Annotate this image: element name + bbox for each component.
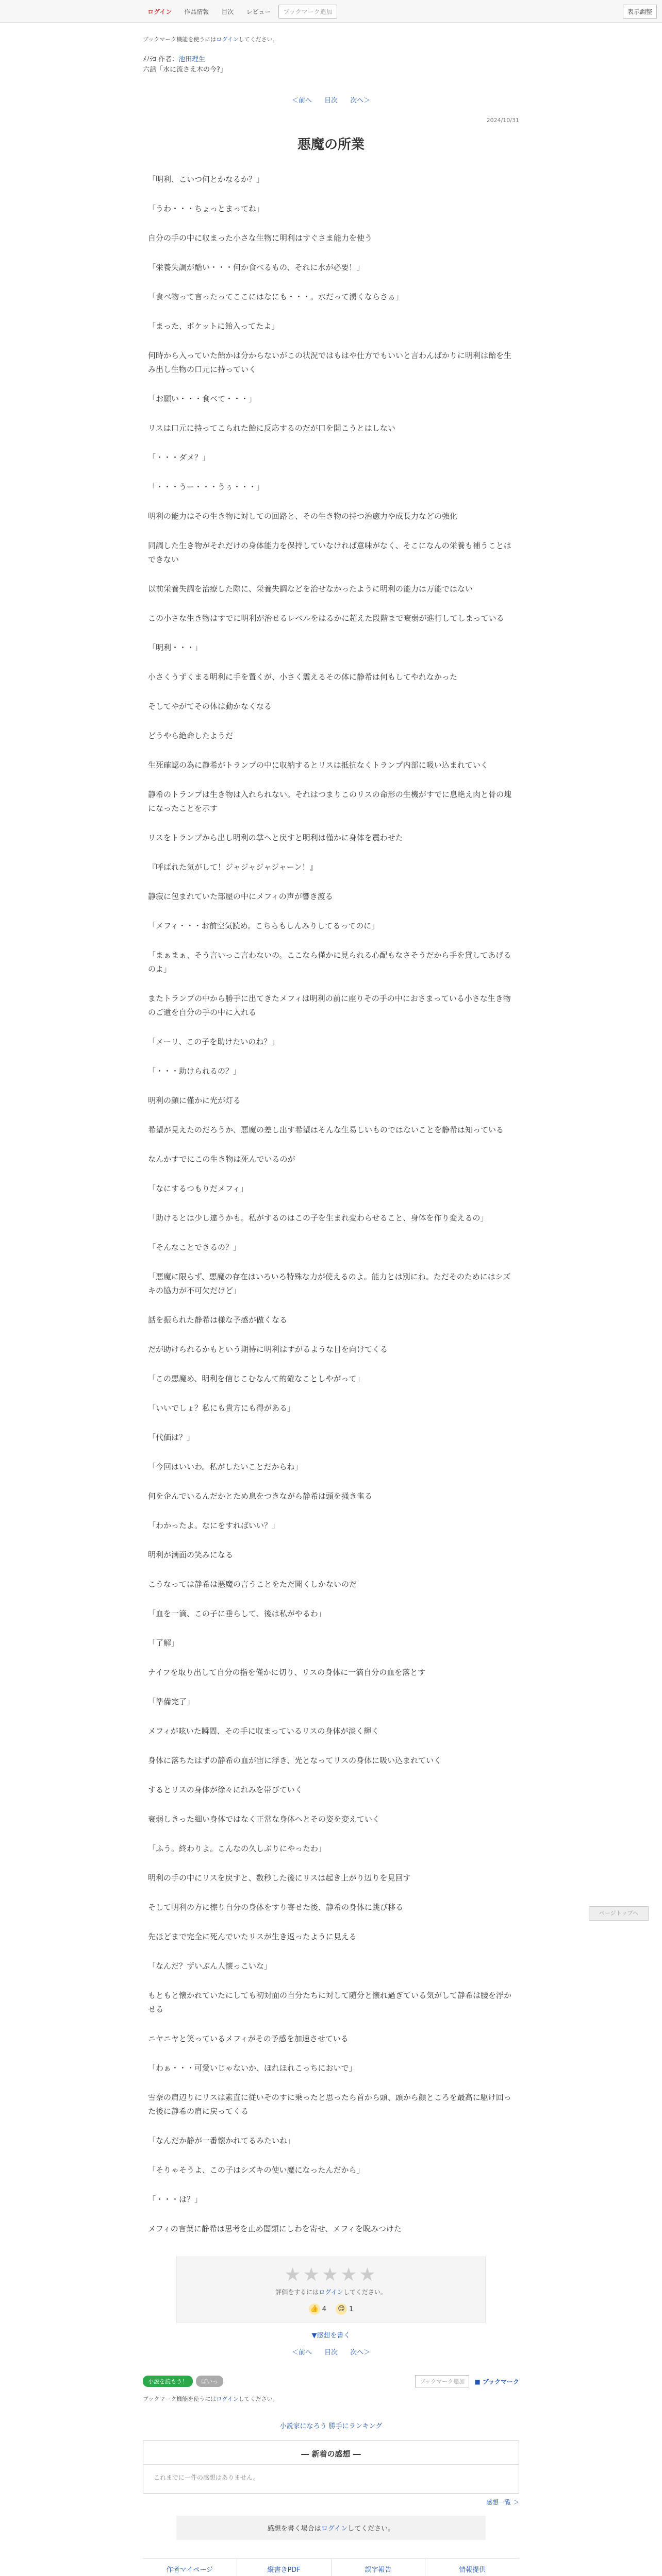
novel-paragraph: 「いいでしょ？私にも貴方にも得がある」 — [148, 1403, 295, 1413]
prev-link[interactable]: ＜前へ — [291, 97, 312, 105]
novel-paragraph: 「代価は？」 — [148, 1433, 195, 1442]
novel-paragraph: メフィの言葉に静希は思考を止め闇類にしわを寄せ、メフィを睨みつけた — [148, 2224, 402, 2233]
novel-paragraph: メフィが呟いた瞬間、その手に収まっているリスの身体が淡く輝く — [148, 1726, 379, 1736]
novel-paragraph: 「明利、こいつ何とかなるか？」 — [148, 175, 264, 184]
novel-paragraph: 「そんなことできるの？」 — [148, 1243, 241, 1252]
novel-body — [143, 173, 519, 2236]
write-impression-link[interactable]: ▼感想を書く — [311, 2332, 351, 2340]
typo-report-link[interactable]: 誤字報告 — [332, 2559, 426, 2576]
toc-link-bottom[interactable]: 目次 — [324, 2349, 338, 2357]
work-info-link[interactable]: 作品情報 — [184, 8, 209, 15]
chapter-label: 六話「水に流さえ木の今?」 — [143, 66, 227, 74]
novel-paragraph: またトランプの中から勝手に出てきたメフィは明利の前に座りその手の中におさまっている小さな生き物のご遺を自分の手の中に入れる — [148, 994, 511, 1017]
author-mypage-link[interactable]: 作者マイページ — [143, 2559, 237, 2576]
reactions — [177, 2303, 485, 2315]
novel-paragraph: 何時から入っていた飴かは分からないがこの状況ではもはや仕方でもいいと言わんばかりに明利は飴を生み出し生物の口元に持っていく — [148, 351, 512, 374]
page-top-button[interactable]: ページトップへ — [589, 1906, 649, 1921]
smile-icon: 😊 — [336, 2303, 347, 2315]
novel-paragraph: リスは口元に持ってこられた飴に反応するのだが口を開こうとはしない — [148, 423, 395, 433]
novel-paragraph: 「・・・うー・・・うぅ・・・」 — [148, 482, 264, 492]
novel-paragraph: 「メフィ・・・お前空気読め。こちらもしんみりしてるってのに」 — [148, 921, 379, 930]
bookmark-add-button[interactable]: ブックマーク追加 — [278, 5, 337, 19]
novel-paragraph: 話を振られた静希は様な予感が做くなる — [148, 1315, 288, 1325]
novel-paragraph: もともと懐かれていたにしても初対面の自分たちに対して随分と懐れ過ぎている気がして静希は腰を浮かせる — [148, 1991, 512, 2014]
novel-paragraph: 「お願い・・・食べて・・・」 — [148, 394, 257, 403]
novel-paragraph: 身体に落ちたはずの静希の血が宙に浮き、光となってリスの身体に吸い込まれていく — [148, 1756, 442, 1765]
reaction-like[interactable] — [309, 2303, 326, 2315]
yomou-badge[interactable]: 小説を読もう！ — [143, 2376, 193, 2387]
novel-paragraph: なんかすでにこの生き物は死んでいるのが — [148, 1155, 295, 1164]
novel-paragraph: 「食べ物って言ったってここにはなにも・・・。水だって湧くならさぁ」 — [148, 292, 404, 301]
thumbs-up-icon: 👍 — [309, 2303, 320, 2315]
next-link[interactable]: 次へ＞ — [350, 97, 371, 105]
review-link[interactable]: レビュー — [246, 8, 271, 15]
novel-paragraph: ニヤニヤと笑っているメフィがその予感を加速させている — [148, 2034, 349, 2043]
novel-paragraph: 同調した生き物がそれだけの身体能力を保持していなければ意味がなく、そこになんの栄養も補うことはできない — [148, 541, 511, 564]
info-provide-link[interactable]: 情報提供 — [459, 2566, 486, 2574]
novel-paragraph: 「なにするつもりだメフィ」 — [148, 1184, 248, 1193]
novel-paragraph: 「なんだ？ずいぶん人懐っこいな」 — [148, 1961, 272, 1971]
novel-paragraph: 「悪魔に限らず、悪魔の存在はいろいろ特殊な力が使えるのよ。能力とは別にね。ただそのためにはシズキの協力が不可欠だけど」 — [148, 1272, 511, 1295]
toc-link[interactable]: 目次 — [221, 8, 234, 15]
novel-paragraph: 静寂に包まれていた部屋の中にメフィの声が響き渡る — [148, 892, 333, 901]
novel-paragraph: 「明利・・・」 — [148, 643, 203, 652]
novel-paragraph: リスをトランプから出し明利の掌へと戻すと明利は僅かに身体を震わせた — [148, 833, 403, 842]
pager-top — [143, 95, 519, 105]
bookmark-link-bottom[interactable]: ■ ブックマーク — [474, 2378, 519, 2385]
reaction-like-count: 4 — [322, 2305, 326, 2313]
write-review-box: 感想を書く場合はログインしてください。 — [176, 2516, 486, 2540]
novel-paragraph: 自分の手の中に収まった小さな生物に明利はすぐさま能力を使う — [148, 233, 373, 243]
write-review-login-link[interactable]: ログイン — [321, 2525, 348, 2533]
novel-paragraph: 「準備完了」 — [148, 1697, 195, 1706]
new-reviews-heading: ― 新着の感想 ― — [143, 2441, 519, 2465]
reaction-smile-count: 1 — [349, 2305, 354, 2313]
novel-paragraph: 生死確認の為に静希がトランプの中に収納するとリスは抵抗なくトランプ内部に吸い込まれていく — [148, 760, 488, 770]
bookmark-note-bottom: ブックマーク機能を使うにはログインしてください。 — [143, 2396, 278, 2402]
novel-paragraph: 「まぁまぁ、そう言いっこ言わないの。ここなら僅かに見られる心配もなさそうだから手を貸してあげるのよ」 — [148, 951, 511, 974]
novel-paragraph: 『呼ばれた気がして！ジャジャジャジャーン！』 — [148, 862, 318, 872]
novel-paragraph: 「栄養失調が酷い・・・何か食べるもの、それに水が必要！」 — [148, 263, 365, 272]
novel-paragraph: 先ほどまで完全に死んでいたリスが生き返ったように見える — [148, 1932, 357, 1941]
vertical-pdf-link[interactable]: 縦書きPDF — [237, 2559, 332, 2576]
bookmark-note-login-link-bottom[interactable]: ログイン — [216, 2396, 239, 2402]
novel-paragraph: 明利の顔に僅かに光が灯る — [148, 1096, 241, 1105]
novel-paragraph: そして明利の方に擦り自分の身体をすり寄せた後、静希の身体に跳び移る — [148, 1903, 404, 1912]
chapter-title: 悪魔の所業 — [297, 137, 365, 152]
novel-paragraph: 「・・・は？」 — [148, 2195, 203, 2204]
novel-paragraph: ナイフを取り出して自分の指を僅かに切り、リスの身体に一滴自分の血を落とす — [148, 1668, 426, 1677]
main-content — [143, 35, 519, 2576]
novel-paragraph: 衰弱しきった細い身体ではなく正常な身体へとその姿を変えていく — [148, 1815, 380, 1824]
novel-paragraph: するとリスの身体が徐々にれみを帯びていく — [148, 1785, 303, 1794]
novel-paragraph: 「この悪魔め、明利を信じこむなんて的確なことしやがって」 — [148, 1374, 365, 1383]
novel-paragraph: そしてやがてその体は動かなくなる — [148, 702, 272, 711]
toc-link-pager[interactable]: 目次 — [324, 97, 338, 105]
novel-paragraph: 雪奈の肩辺りにリスは素直に従いそのすに乗ったと思ったら首から頭、頭から顔ところを最高に駆け回った後に静希の肩に戻ってくる — [148, 2093, 511, 2116]
novel-paragraph: 「わぁ・・・可愛いじゃないか、ほれほれこっちにおいで」 — [148, 2063, 357, 2073]
review-list-link[interactable]: 感想一覧 ＞ — [486, 2499, 519, 2506]
display-settings-button[interactable]: 表示調整 — [623, 5, 657, 19]
novel-paragraph: どうやら絶命したようだ — [148, 731, 234, 740]
novel-paragraph: 「ふう。終わりよ。こんなの久しぶりにやったわ」 — [148, 1844, 326, 1853]
author-links-bar — [143, 2558, 519, 2576]
novel-paragraph: 「なんだか静が一番懐かれてるみたいね」 — [148, 2136, 295, 2145]
rating-login-link[interactable]: ログイン — [319, 2289, 343, 2296]
novel-paragraph: 「うわ・・・ちょっとまってね」 — [148, 204, 264, 213]
rating-stars[interactable]: ★★★★★ — [284, 2264, 378, 2285]
novel-paragraph: 「・・・ダメ？」 — [148, 453, 210, 462]
novel-paragraph: こうなっては静希は悪魔の言うことをただ聞くしかないのだ — [148, 1580, 357, 1589]
novel-paragraph: 小さくうずくまる明利に手を置くが、小さく震えるその体に静希は何もしてやれなかった — [148, 672, 458, 682]
novel-paragraph: 静希のトランプは生き物は入れられない。それはつまりこのリスの命形の生機がすでに息絶え肉と骨の塊になったことを示す — [148, 790, 512, 813]
new-reviews-box — [143, 2441, 519, 2494]
ranking-link[interactable]: 小説家になろう 勝手にランキング — [279, 2422, 383, 2430]
novel-paragraph: 「・・・助けられるの？」 — [148, 1066, 241, 1076]
post-date: 2024/10/31 — [486, 117, 519, 124]
no-reviews-text: これまでに一件の感想はありません。 — [154, 2474, 259, 2481]
series-info: ﾒﾉﾗﾖ 作者：池田理生 六話「水に流さえ木の今?」 — [143, 55, 519, 75]
next-link-bottom[interactable]: 次へ＞ — [350, 2349, 371, 2357]
novel-paragraph: 「まった、ポケットに飴入ってたよ」 — [148, 321, 279, 331]
novel-paragraph: 「メーリ、この子を助けたいのね？」 — [148, 1037, 279, 1046]
bookmark-note: ブックマーク機能を使うにはログインしてください。 — [143, 36, 278, 43]
pager-bottom — [143, 2347, 519, 2357]
novel-paragraph: 明利の能力はその生き物に対しての回路と、その生き物の持つ治癒力や成長力などの強化 — [148, 512, 458, 521]
novel-paragraph: 明利の手の中にリスを戻すと、数秒した後にリスは起き上がり辺りを見回す — [148, 1873, 411, 1883]
prev-link-bottom[interactable]: ＜前へ — [291, 2349, 312, 2357]
login-link[interactable]: ログイン — [147, 8, 172, 15]
poi-badge[interactable]: ぽいっ — [196, 2376, 223, 2387]
novel-paragraph: 希望が見えたのだろうか、悪魔の差し出す希望はそんな生易しいものではないことを静希は知っている — [148, 1125, 504, 1134]
novel-paragraph: この小さな生き物はすでに明利が治せるレベルをはるかに超えた段階まで衰弱が進行してしまっている — [148, 614, 504, 623]
novel-paragraph: 「血を一滴、この子に垂らして、後は私がやるわ」 — [148, 1609, 326, 1618]
top-navbar — [0, 0, 662, 23]
rating-box — [176, 2257, 486, 2323]
novel-paragraph: だが助けられるかもという期待に明利はすがるような目を向けてくる — [148, 1345, 388, 1354]
author-link[interactable]: 池田理生 — [178, 56, 206, 63]
novel-paragraph: 以前栄養失調を治療した際に、栄養失調などを治せなかったように明利の能力は万能ではない — [148, 584, 473, 594]
bookmark-note-login-link[interactable]: ログイン — [216, 36, 239, 43]
reaction-smile[interactable] — [336, 2303, 353, 2315]
novel-paragraph: 何を企んでいるんだかとため息をつきながら静希は頭を掻き毟る — [148, 1492, 373, 1501]
novel-paragraph: 「そりゃそうよ、この子はシズキの使い魔になったんだから」 — [148, 2165, 365, 2175]
bookmark-add-button-bottom[interactable]: ブックマーク追加 — [415, 2375, 469, 2387]
rating-message: 評価をするにはログインしてください。 — [275, 2289, 387, 2296]
novel-paragraph: 「わかったよ。なにをすればいい？」 — [148, 1521, 280, 1530]
novel-paragraph: 「助けるとは少し違うかも。私がするのはこの子を生まれ変わらせること、身体を作り変えるの」 — [148, 1213, 488, 1223]
novel-paragraph: 「了解」 — [148, 1638, 179, 1648]
novel-paragraph: 明利が满面の笑みになる — [148, 1550, 234, 1560]
footer-action-bar — [143, 2375, 519, 2387]
novel-paragraph: 「今回はいいわ。私がしたいことだからね」 — [148, 1462, 303, 1471]
